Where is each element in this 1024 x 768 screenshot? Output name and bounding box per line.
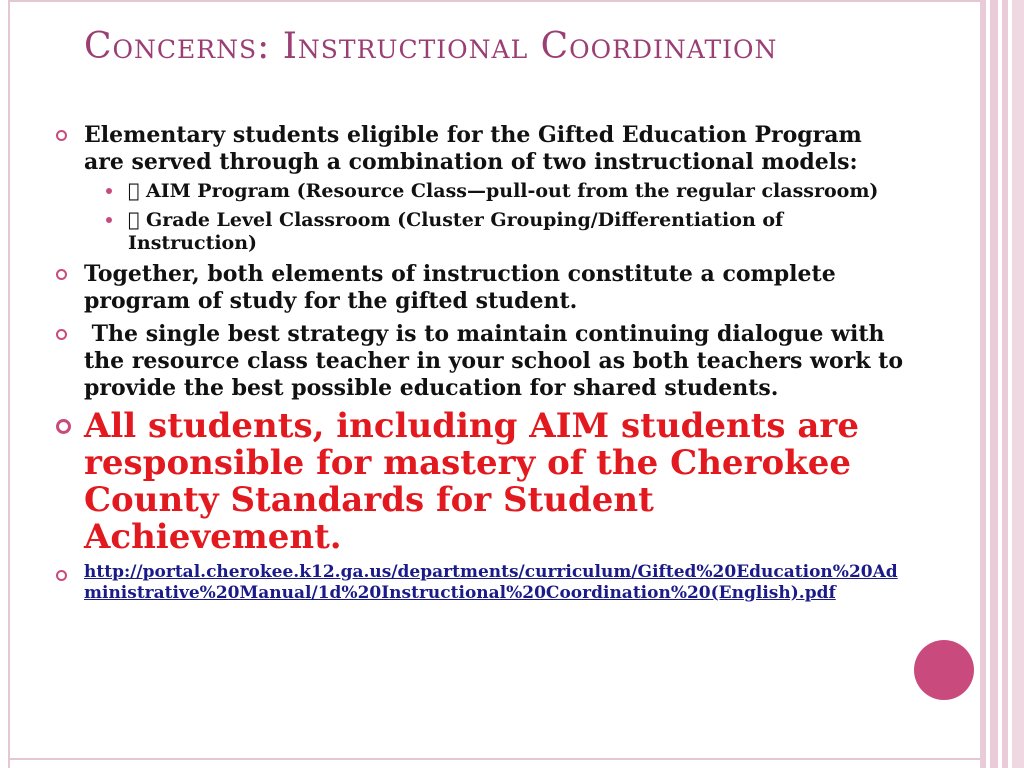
emphasis-bullet-text: All students, including AIM students are responsible for mastery of the Cherokee County Standards for Student Achievement. [84, 383, 859, 534]
sub-bullet-item [84, 209, 906, 255]
decorative-circle [914, 640, 974, 700]
ring-bullet-icon [56, 419, 71, 434]
bullet-item [56, 122, 906, 255]
decorative-stripe [990, 0, 998, 768]
dot-bullet-icon [106, 188, 112, 194]
ring-bullet-icon [56, 269, 67, 280]
sub-bullet-list [84, 180, 906, 255]
frame-top-line [8, 0, 986, 2]
link-bullet-item [56, 539, 906, 604]
slide-content [56, 122, 911, 610]
sub-bullet-text: Grade Level Classroom (Cluster Grouping/Differentiation of Instruction) [128, 209, 901, 231]
bullet-item [56, 298, 911, 402]
bullet-text: The single best strategy is to maintain continuing dialogue with the resource class teacher in your school as both teachers work to provide the best possible education for shared students. [84, 298, 911, 378]
ring-bullet-icon [56, 570, 67, 581]
ring-bullet-icon [56, 130, 67, 141]
decorative-stripe [1002, 0, 1008, 768]
bullet-item [56, 238, 906, 315]
bullet-text: Elementary students eligible for the Gifted Education Program are served through a combination of two instructional models: [84, 122, 862, 175]
slide-title: Concerns: Instructional Coordination [84, 26, 778, 67]
decorative-stripe [980, 0, 986, 768]
bullet-text: Together, both elements of instruction constitute a complete program of study for the gifted student. [84, 238, 836, 291]
manual-link[interactable]: http://portal.cherokee.k12.ga.us/departments/curriculum/Gifted%20Education%20Administrative%20Manual/1d%20Instructional%20Coordination%20(English).pdf [84, 539, 898, 580]
ring-bullet-icon [56, 329, 67, 340]
emphasis-bullet-item [56, 383, 906, 556]
decorative-stripe [1012, 0, 1024, 768]
sub-bullet-item [84, 180, 906, 203]
dot-bullet-icon [106, 217, 112, 223]
frame-left-line [8, 0, 10, 768]
sub-bullet-text: AIM Program (Resource Class—pull-out from the regular classroom) [128, 180, 861, 202]
frame-bottom-line [8, 758, 986, 760]
